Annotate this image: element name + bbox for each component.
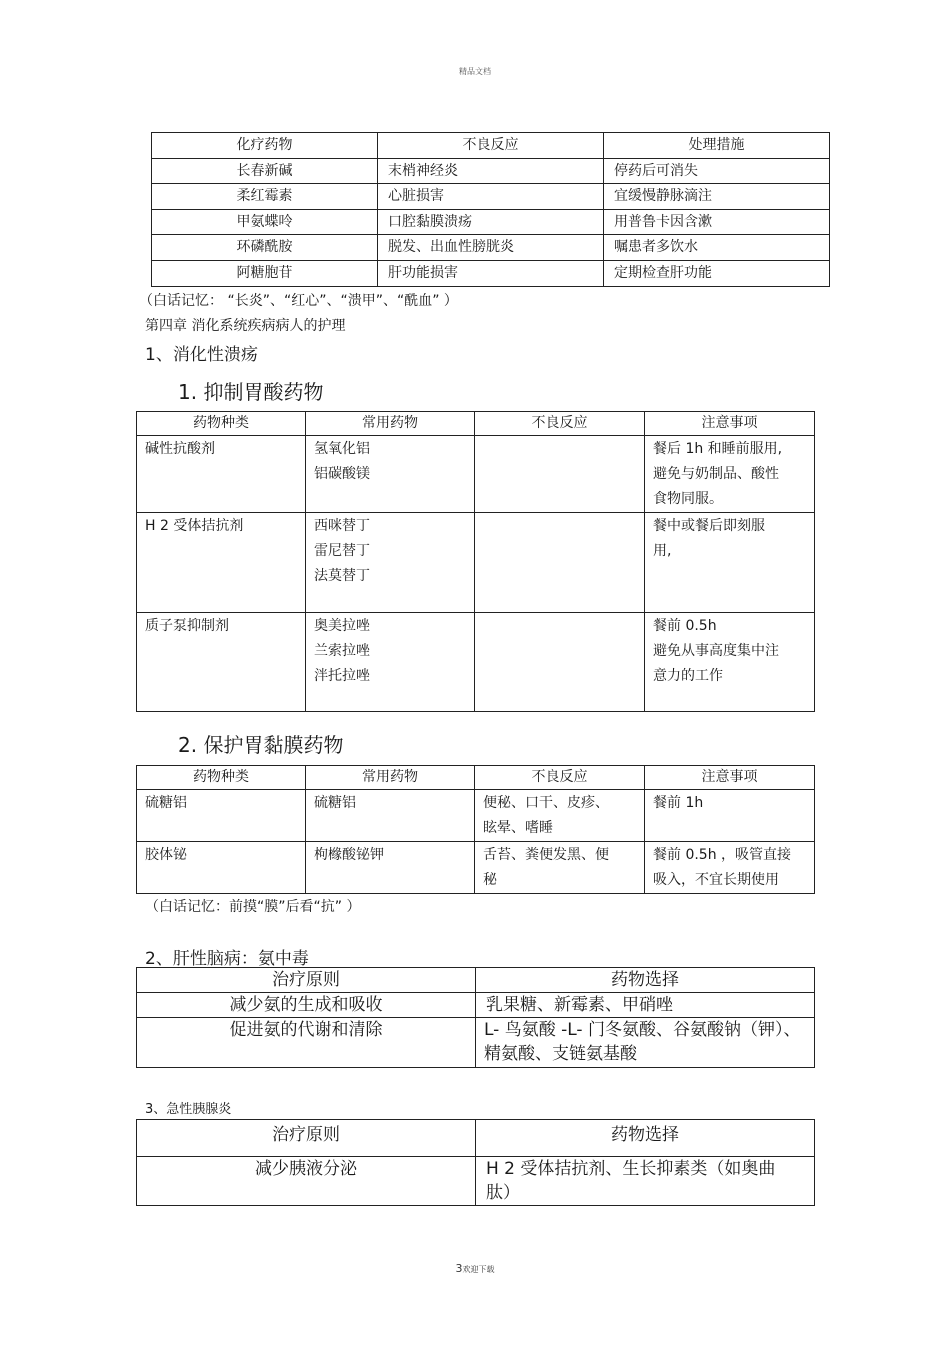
table-cell [476, 1157, 815, 1206]
table-cell: 柔红霉素 [152, 184, 378, 210]
table-cell: 胶体铋 [137, 842, 306, 894]
table-header-cell: 常用药物 [306, 766, 475, 790]
adverse-line: 舌苔、粪便发黑、便 [483, 847, 609, 863]
table-row [137, 993, 815, 1018]
drug-class: 质子泵抑制剂 [145, 618, 229, 634]
drug-line: L- 鸟氨酸 -L- 门冬氨酸、谷氨酸钠（钾）、 [484, 1020, 801, 1040]
subsection-title: 2. 保护胃黏膜药物 [178, 733, 344, 757]
table-cell [645, 790, 815, 842]
table-header-cell: 药物选择 [476, 968, 815, 993]
acid-suppression-table [136, 411, 815, 712]
page-number: 3 [455, 1262, 463, 1275]
mucosa-protection-table [136, 765, 815, 894]
table-cell [645, 613, 815, 712]
drug-line: 乳果糖、新霉素、甲硝唑 [486, 995, 673, 1015]
note-line: 用, [653, 543, 672, 559]
section-title: 2、肝性脑病：氨中毒 [145, 949, 309, 969]
table-cell: 硫糖铝 [137, 790, 306, 842]
adverse-line: 眩晕、嗜睡 [483, 820, 553, 836]
table-row [137, 436, 815, 513]
section-title: 1、消化性溃疡 [145, 345, 258, 365]
page-header: 精品文档 [459, 67, 491, 76]
table-cell [137, 436, 306, 513]
table-row [137, 1018, 815, 1068]
table-header-row [137, 968, 815, 993]
table-row [152, 184, 830, 210]
subsection-title: 1. 抑制胃酸药物 [178, 380, 324, 404]
table-cell: 枸橼酸铋钾 [306, 842, 475, 894]
drug-name: 西咪替丁 [314, 518, 370, 534]
note-line: 避免从事高度集中注 [653, 643, 779, 659]
note-line: 意力的工作 [653, 668, 723, 684]
drug-name: 雷尼替丁 [314, 543, 370, 559]
table-row [137, 513, 815, 613]
table-cell: 减少胰液分泌 [137, 1157, 476, 1206]
hepatic-encephalopathy-table [136, 967, 815, 1068]
memory-note: （白话记忆：前摸“膜”后看“抗” ） [145, 899, 361, 915]
table-cell: 宜缓慢静脉滴注 [604, 184, 830, 210]
table-cell [475, 436, 645, 513]
note-line: 餐前 1h [653, 795, 704, 811]
table-cell [475, 613, 645, 712]
table-header-cell: 注意事项 [645, 412, 815, 436]
table-header-row [137, 766, 815, 790]
table-cell: 定期检查肝功能 [604, 260, 830, 286]
table-header-cell: 常用药物 [306, 412, 475, 436]
table-header-row [137, 1120, 815, 1157]
footer-text: 欢迎下载 [462, 1265, 495, 1274]
drug-class: 碱性抗酸剂 [145, 441, 215, 457]
table-cell [137, 613, 306, 712]
table-cell [645, 842, 815, 894]
note-line: 食物同服。 [653, 491, 723, 507]
drug-name: 泮托拉唑 [314, 668, 370, 684]
table-header-cell: 药物种类 [137, 766, 306, 790]
table-cell: 心脏损害 [378, 184, 604, 210]
table-cell: 硫糖铝 [306, 790, 475, 842]
table-cell: 阿糖胞苷 [152, 260, 378, 286]
table-cell: 用普鲁卡因含漱 [604, 209, 830, 235]
table-cell: 甲氨蝶呤 [152, 209, 378, 235]
table-header-cell: 化疗药物 [152, 133, 378, 159]
table-header-cell: 注意事项 [645, 766, 815, 790]
table-cell [475, 513, 645, 613]
adverse-line: 便秘、口干、皮疹、 [483, 795, 609, 811]
table-row [137, 1157, 815, 1206]
table-row [152, 235, 830, 261]
table-row [152, 209, 830, 235]
table-header-cell: 不良反应 [475, 412, 645, 436]
table-cell [476, 993, 815, 1018]
table-row [137, 842, 815, 894]
table-row [137, 613, 815, 712]
table-cell [645, 436, 815, 513]
adverse-line: 秘 [483, 872, 497, 888]
table-header-cell: 不良反应 [378, 133, 604, 159]
note-line: 餐前 0.5h [653, 618, 717, 634]
drug-line: H 2 受体拮抗剂、生长抑素类（如奥曲 [486, 1159, 776, 1179]
table-cell [475, 842, 645, 894]
drug-name: 氢氧化铝 [314, 441, 370, 457]
table-cell [476, 1018, 815, 1068]
drug-class: H 2 受体拮抗剂 [145, 518, 244, 534]
chapter-title: 第四章 消化系统疾病病人的护理 [145, 318, 346, 334]
table-header-cell: 不良反应 [475, 766, 645, 790]
table-cell [306, 436, 475, 513]
drug-line: 精氨酸、支链氨基酸 [484, 1044, 637, 1064]
note-line: 吸入，不宜长期使用 [653, 872, 779, 888]
note-line: 避免与奶制品、酸性 [653, 466, 779, 482]
table-row [137, 790, 815, 842]
table-cell [645, 513, 815, 613]
drug-name: 奥美拉唑 [314, 618, 370, 634]
table-header-row [152, 133, 830, 159]
table-header-cell: 处理措施 [604, 133, 830, 159]
note-line: 餐中或餐后即刻服 [653, 518, 765, 534]
table-cell: 口腔黏膜溃疡 [378, 209, 604, 235]
table-cell: 脱发、出血性膀胱炎 [378, 235, 604, 261]
drug-name: 铝碳酸镁 [314, 466, 370, 482]
table-row [152, 158, 830, 184]
table-cell: 减少氨的生成和吸收 [137, 993, 476, 1018]
table-cell: 末梢神经炎 [378, 158, 604, 184]
table-header-row [137, 412, 815, 436]
note-line: 餐后 1h 和睡前服用, [653, 441, 783, 457]
memory-note: （白话记忆： “长炎”、“红心”、“溃甲”、“酰血” ） [139, 293, 458, 309]
table-cell [306, 513, 475, 613]
table-cell: 促进氨的代谢和清除 [137, 1018, 476, 1068]
table-cell: 肝功能损害 [378, 260, 604, 286]
drug-name: 法莫替丁 [314, 568, 370, 584]
acute-pancreatitis-table [136, 1119, 815, 1206]
table-header-cell: 药物种类 [137, 412, 306, 436]
drug-name: 兰索拉唑 [314, 643, 370, 659]
table-cell: 嘱患者多饮水 [604, 235, 830, 261]
table-cell: 停药后可消失 [604, 158, 830, 184]
chemo-drug-table [151, 132, 830, 287]
table-cell: 长春新碱 [152, 158, 378, 184]
table-row [152, 260, 830, 286]
table-cell [475, 790, 645, 842]
table-cell [137, 513, 306, 613]
table-header-cell: 治疗原则 [137, 1120, 476, 1157]
page-footer [0, 1262, 950, 1275]
drug-line: 肽） [486, 1183, 520, 1203]
table-header-cell: 治疗原则 [137, 968, 476, 993]
table-cell: 环磷酰胺 [152, 235, 378, 261]
table-header-cell: 药物选择 [476, 1120, 815, 1157]
section-title: 3、急性胰腺炎 [145, 1102, 232, 1117]
table-cell [306, 613, 475, 712]
note-line: 餐前 0.5h ，吸管直接 [653, 847, 792, 863]
